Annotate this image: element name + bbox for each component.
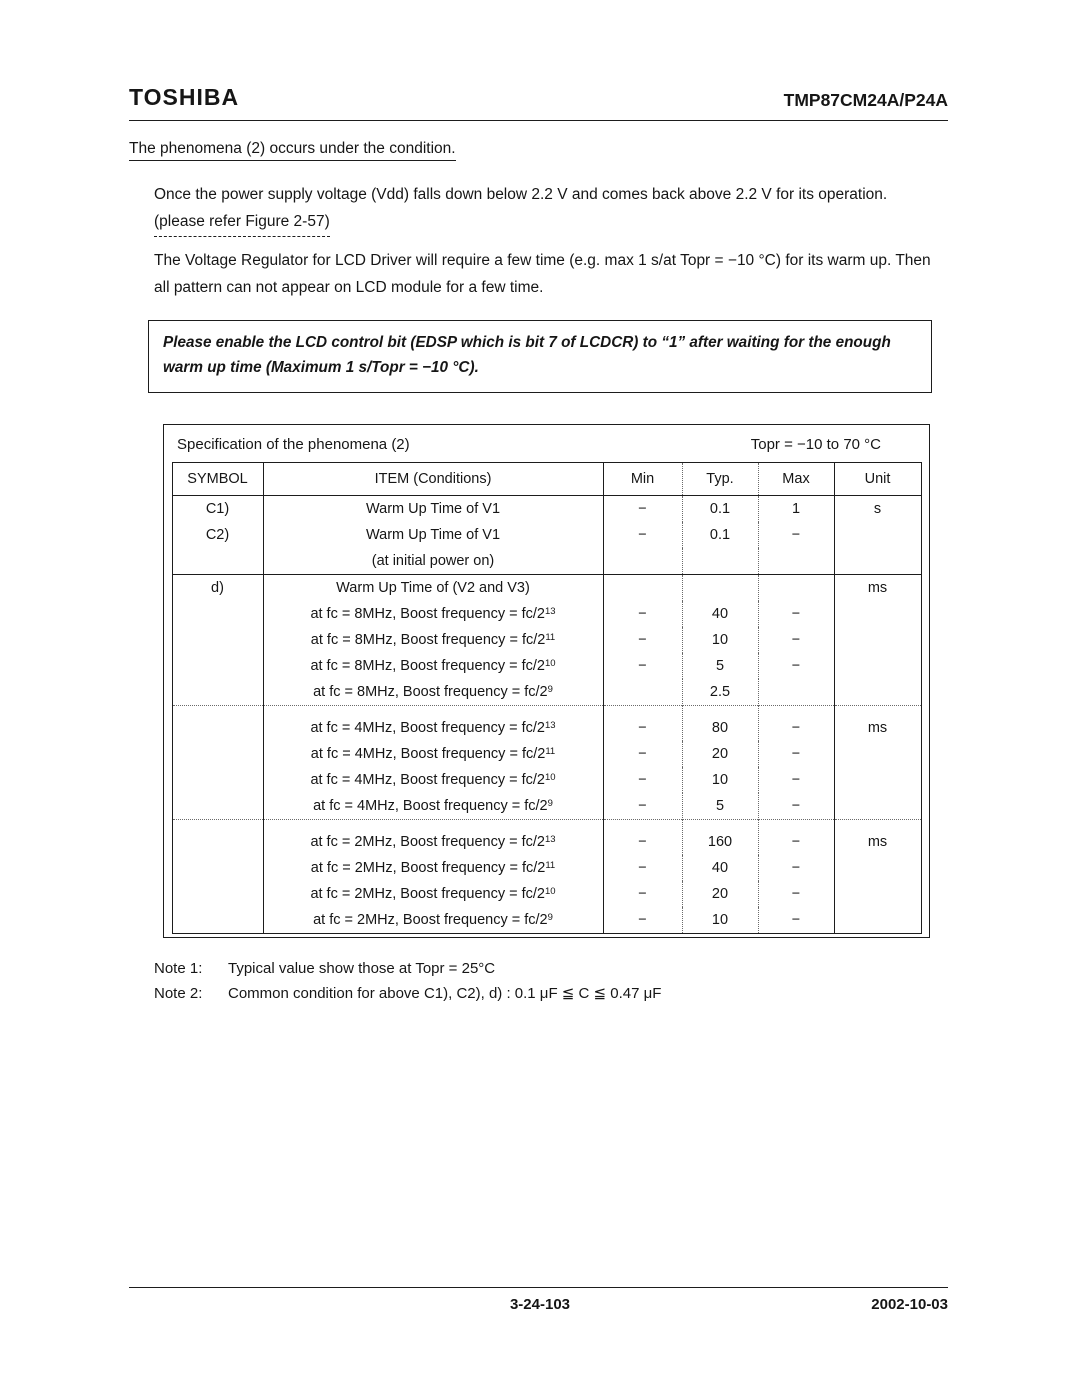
cell-symbol: [172, 627, 263, 653]
cell-typ: [682, 548, 758, 575]
cell-min: −: [603, 741, 682, 767]
cell-typ: 40: [682, 855, 758, 881]
cell-symbol: C2): [172, 522, 263, 548]
warning-box: Please enable the LCD control bit (EDSP which is bit 7 of LCDCR) to “1” after waiting for the enough warm up time (Maximum 1 s/Topr = −10 °C).: [148, 320, 932, 393]
table-row: [172, 679, 921, 706]
cell-max: [758, 548, 834, 575]
col-header-max: Max: [758, 463, 834, 496]
cell-symbol: [172, 767, 263, 793]
paragraph-line: Once the power supply voltage (Vdd) falls down below 2.2 V and comes back above 2.2 V for its operation.: [154, 186, 888, 203]
table-header-row: [172, 463, 921, 496]
cell-max: −: [758, 820, 834, 856]
cell-item: at fc = 4MHz, Boost frequency = $fc/2^9$: [263, 793, 603, 820]
cell-min: −: [603, 820, 682, 856]
cell-typ: 10: [682, 907, 758, 934]
table-row: [172, 627, 921, 653]
brand-logo: TOSHIBA: [129, 84, 240, 110]
cell-unit: [834, 522, 921, 548]
page-number: 3-24-103: [509, 1296, 571, 1313]
col-header-typ: Typ.: [682, 463, 758, 496]
document-header: [129, 84, 948, 111]
cell-unit: [834, 907, 921, 934]
note-2-label: Note 2:: [154, 984, 203, 1002]
cell-max: −: [758, 793, 834, 820]
cell-typ: 0.1: [682, 496, 758, 523]
cell-unit: [834, 767, 921, 793]
table-row: [172, 881, 921, 907]
part-number: TMP87CM24A/P24A: [783, 90, 948, 110]
cell-unit: [834, 548, 921, 575]
cell-item: (at initial power on): [263, 548, 603, 575]
exponent: 10: [544, 658, 556, 669]
cell-min: −: [603, 793, 682, 820]
cell-min: −: [603, 522, 682, 548]
cell-symbol: [172, 741, 263, 767]
table-row: [172, 522, 921, 548]
cell-typ: 5: [682, 653, 758, 679]
cell-typ: 0.1: [682, 522, 758, 548]
cell-max: [758, 679, 834, 706]
header-rule: [129, 120, 948, 121]
spec-table-body: [172, 496, 921, 934]
table-caption: [164, 425, 929, 453]
footer-rule: [129, 1287, 948, 1288]
cell-unit: ms: [834, 820, 921, 856]
exponent: 11: [545, 632, 556, 643]
cell-symbol: [172, 907, 263, 934]
cell-typ: 20: [682, 741, 758, 767]
table-row: [172, 767, 921, 793]
exponent: 11: [545, 860, 556, 871]
cell-item: at fc = 8MHz, Boost frequency = $fc/2^9$: [263, 679, 603, 706]
table-caption-left: Specification of the phenomena (2): [177, 436, 410, 453]
cell-max: −: [758, 881, 834, 907]
cell-item: at fc = 4MHz, Boost frequency = $fc/2^{13}$: [263, 706, 603, 742]
cell-item: at fc = 4MHz, Boost frequency = $fc/2^{11}$: [263, 741, 603, 767]
cell-min: −: [603, 496, 682, 523]
cell-item: at fc = 4MHz, Boost frequency = $fc/2^{10}$: [263, 767, 603, 793]
cell-symbol: [172, 820, 263, 856]
cell-unit: [834, 627, 921, 653]
exponent: 9: [547, 798, 553, 809]
cell-symbol: [172, 855, 263, 881]
table-caption-right: Topr = −10 to 70 °C: [750, 436, 881, 453]
cell-typ: 2.5: [682, 679, 758, 706]
note-1: [154, 957, 661, 982]
cell-max: −: [758, 741, 834, 767]
cell-typ: 40: [682, 601, 758, 627]
cell-unit: [834, 741, 921, 767]
cell-symbol: [172, 881, 263, 907]
note-1-label: Note 1:: [154, 960, 203, 977]
notes-section: [154, 957, 661, 1006]
table-row: [172, 907, 921, 934]
table-row: [172, 855, 921, 881]
cell-min: −: [603, 881, 682, 907]
cell-min: −: [603, 653, 682, 679]
table-row: [172, 575, 921, 602]
cell-typ: 80: [682, 706, 758, 742]
cell-max: −: [758, 601, 834, 627]
exponent: 9: [547, 684, 553, 695]
cell-item: at fc = 8MHz, Boost frequency = $fc/2^{13}$: [263, 601, 603, 627]
cell-unit: [834, 601, 921, 627]
exponent: 13: [544, 720, 556, 731]
cell-item: at fc = 8MHz, Boost frequency = $fc/2^{10}$: [263, 653, 603, 679]
cell-min: −: [603, 601, 682, 627]
cell-unit: ms: [834, 706, 921, 742]
cell-unit: ms: [834, 575, 921, 602]
table-row: [172, 820, 921, 856]
paragraph-power-supply: [154, 182, 959, 237]
cell-typ: 10: [682, 767, 758, 793]
cell-symbol: [172, 601, 263, 627]
cell-max: −: [758, 653, 834, 679]
cell-min: −: [603, 855, 682, 881]
note-2-text: Common condition for above C1), C2), d) : 0.1 μF ≦ C ≦ 0.47 μF: [228, 984, 662, 1002]
cell-item: Warm Up Time of V1: [263, 496, 603, 523]
specification-table-frame: [163, 424, 930, 938]
exponent: 9: [547, 912, 553, 923]
cell-symbol: d): [172, 575, 263, 602]
col-header-min: Min: [603, 463, 682, 496]
cell-item: Warm Up Time of V1: [263, 522, 603, 548]
cell-unit: [834, 793, 921, 820]
exponent: 10: [544, 772, 556, 783]
cell-symbol: C1): [172, 496, 263, 523]
cell-typ: 160: [682, 820, 758, 856]
cell-symbol: [172, 706, 263, 742]
cell-max: −: [758, 855, 834, 881]
exponent: 11: [545, 746, 556, 757]
cell-item: at fc = 2MHz, Boost frequency = $fc/2^9$: [263, 907, 603, 934]
cell-max: −: [758, 627, 834, 653]
cell-unit: [834, 653, 921, 679]
table-row: [172, 793, 921, 820]
section-heading: The phenomena (2) occurs under the condition.: [129, 140, 456, 161]
cell-min: −: [603, 907, 682, 934]
cell-max: −: [758, 706, 834, 742]
table-row: [172, 653, 921, 679]
cell-min: [603, 575, 682, 602]
cell-max: 1: [758, 496, 834, 523]
cell-unit: s: [873, 501, 882, 517]
cell-min: −: [603, 767, 682, 793]
figure-reference-link[interactable]: (please refer Figure 2-57): [154, 209, 330, 238]
document-date: 2002-10-03: [871, 1296, 948, 1313]
cell-unit: [834, 855, 921, 881]
cell-min: −: [603, 627, 682, 653]
cell-min: [603, 679, 682, 706]
table-row: [172, 706, 921, 742]
cell-item: at fc = 2MHz, Boost frequency = $fc/2^{13}$: [263, 820, 603, 856]
col-header-unit: Unit: [834, 463, 921, 496]
cell-max: −: [758, 767, 834, 793]
exponent: 10: [544, 886, 556, 897]
table-row: [172, 601, 921, 627]
cell-item: at fc = 2MHz, Boost frequency = $fc/2^{10}$: [263, 881, 603, 907]
cell-typ: 5: [682, 793, 758, 820]
cell-symbol: [172, 653, 263, 679]
note-2: [154, 982, 661, 1007]
cell-max: [758, 575, 834, 602]
cell-symbol: [172, 679, 263, 706]
cell-max: −: [758, 522, 834, 548]
cell-typ: 10: [682, 627, 758, 653]
cell-item: Warm Up Time of (V2 and V3): [263, 575, 603, 602]
col-header-symbol: SYMBOL: [172, 463, 263, 496]
exponent: 13: [544, 834, 556, 845]
table-row: [172, 496, 921, 523]
cell-item: at fc = 8MHz, Boost frequency = $fc/2^{11}$: [263, 627, 603, 653]
cell-max: −: [758, 907, 834, 934]
cell-unit: [834, 881, 921, 907]
cell-unit: [834, 679, 921, 706]
exponent: 13: [544, 606, 556, 617]
specification-table: [172, 462, 922, 934]
note-1-text: Typical value show those at Topr = 25°C: [228, 960, 496, 977]
cell-min: [603, 548, 682, 575]
col-header-item: ITEM (Conditions): [263, 463, 603, 496]
cell-typ: [682, 575, 758, 602]
paragraph-voltage-regulator: The Voltage Regulator for LCD Driver will require a few time (e.g. max 1 s/at Topr = −10 °C) for its warm up. Then all pattern can not appear on LCD module for a few time.: [154, 252, 931, 297]
cell-typ: 20: [682, 881, 758, 907]
cell-min: −: [603, 706, 682, 742]
figure-reference-line: [154, 209, 959, 238]
cell-symbol: [172, 548, 263, 575]
table-row: [172, 741, 921, 767]
cell-symbol: [172, 793, 263, 820]
cell-item: at fc = 2MHz, Boost frequency = $fc/2^{11}$: [263, 855, 603, 881]
table-row: [172, 548, 921, 575]
